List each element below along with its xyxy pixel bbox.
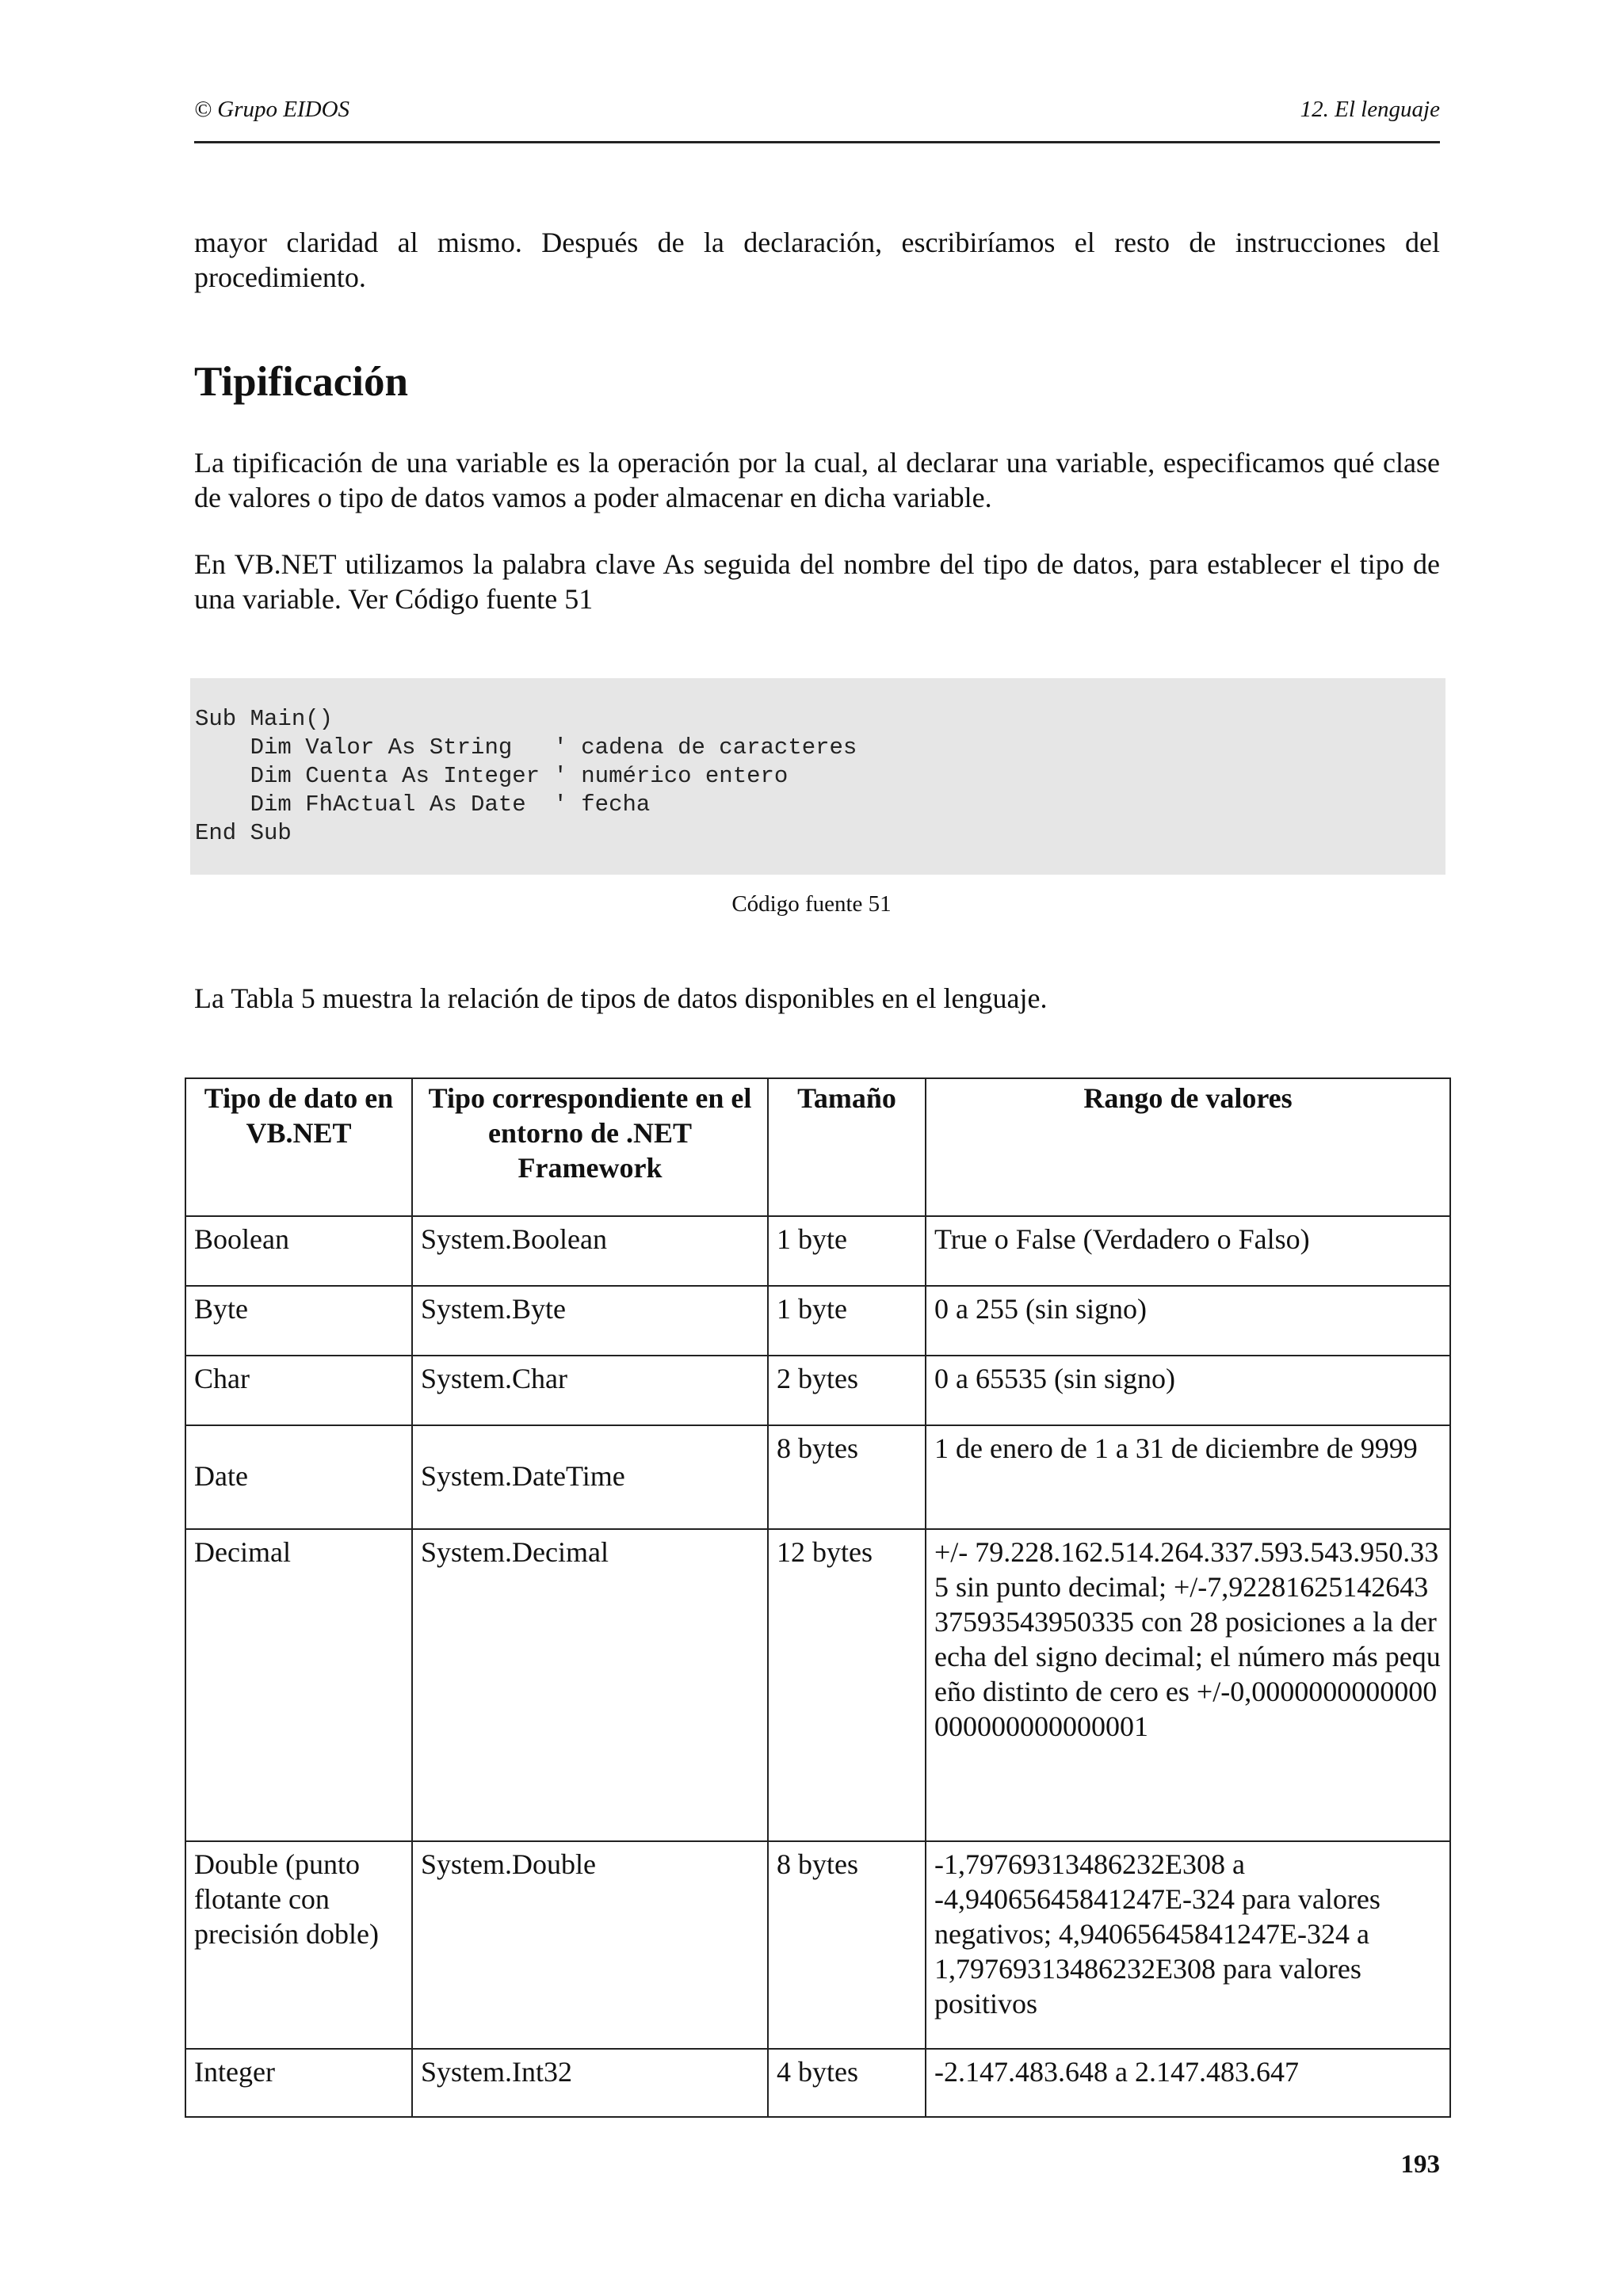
cell-framework-type: System.Char [412, 1356, 768, 1425]
column-header-framework-type: Tipo correspondiente en el entorno de .NET Framework [412, 1078, 768, 1216]
cell-size: 1 byte [768, 1286, 926, 1356]
table-row [185, 2049, 1450, 2117]
code-caption: Código fuente 51 [731, 891, 892, 917]
cell-range: 0 a 65535 (sin signo) [926, 1356, 1450, 1425]
table-row [185, 1356, 1450, 1425]
table-row [185, 1425, 1450, 1529]
cell-range: -1,79769313486232E308 a -4,94065645841247E-324 para valores negativos; 4,94065645841247E-324 a 1,79769313486232E308 para valores positivos [926, 1841, 1450, 2049]
cell-range: 1 de enero de 1 a 31 de diciembre de 9999 [926, 1425, 1450, 1529]
cell-framework-type: System.Byte [412, 1286, 768, 1356]
header-chapter: 12. El lenguaje [1300, 97, 1440, 122]
cell-framework-type: System.Int32 [412, 2049, 768, 2117]
running-header [194, 93, 1440, 143]
cell-framework-type: System.Decimal [412, 1529, 768, 1841]
cell-size: 12 bytes [768, 1529, 926, 1841]
cell-vbnet-type: Byte [185, 1286, 412, 1356]
table-row [185, 1529, 1450, 1841]
cell-vbnet-type: Double (punto flotante con precisión doble) [185, 1841, 412, 2049]
cell-vbnet-type: Char [185, 1356, 412, 1425]
column-header-size: Tamaño [768, 1078, 926, 1216]
paragraph-typing-definition: La tipificación de una variable es la operación por la cual, al declarar una variable, especificamos qué clase de valores o tipo de datos vamos a poder almacenar en dicha variable. [194, 447, 1440, 513]
cell-range: 0 a 255 (sin signo) [926, 1286, 1450, 1356]
page-number: 193 [1400, 2150, 1440, 2179]
cell-vbnet-type: Date [185, 1425, 412, 1529]
paragraph-table-intro: La Tabla 5 muestra la relación de tipos de datos disponibles en el lenguaje. [194, 982, 1048, 1014]
cell-range: +/- 79.228.162.514.264.337.593.543.950.335 sin punto decimal; +/-7,9228162514264337593543950335 con 28 posiciones a la derecha del signo decimal; el número más pequeño distinto de cero es +/-0,0000000000000000000000000001 [926, 1529, 1450, 1841]
paragraph-vbnet-as: En VB.NET utilizamos la palabra clave As seguida del nombre del tipo de datos, para establecer el tipo de una variable. Ver Código fuente 51 [194, 548, 1440, 615]
cell-framework-type: System.Boolean [412, 1216, 768, 1286]
table-row [185, 1841, 1450, 2049]
cell-framework-type: System.Double [412, 1841, 768, 2049]
paragraph-intro-continuation: mayor claridad al mismo. Después de la declaración, escribiríamos el resto de instrucciones del procedimiento. [194, 227, 1440, 293]
cell-size: 8 bytes [768, 1425, 926, 1529]
column-header-vbnet-type: Tipo de dato en VB.NET [185, 1078, 412, 1216]
cell-framework-type: System.DateTime [412, 1425, 768, 1529]
code-listing [190, 678, 1445, 875]
table-row [185, 1216, 1450, 1286]
cell-size: 4 bytes [768, 2049, 926, 2117]
cell-vbnet-type: Integer [185, 2049, 412, 2117]
table-row [185, 1286, 1450, 1356]
cell-size: 8 bytes [768, 1841, 926, 2049]
data-types-table [185, 1077, 1451, 2118]
header-publisher: © Grupo EIDOS [194, 97, 350, 122]
cell-size: 2 bytes [768, 1356, 926, 1425]
cell-vbnet-type: Boolean [185, 1216, 412, 1286]
cell-size: 1 byte [768, 1216, 926, 1286]
cell-range: -2.147.483.648 a 2.147.483.647 [926, 2049, 1450, 2117]
section-heading: Tipificación [194, 359, 408, 405]
code-text: Sub Main() Dim Valor As String ' cadena de caracteres Dim Cuenta As Integer ' numérico entero Dim FhActual As Date ' fecha End Sub [195, 706, 857, 846]
cell-range: True o False (Verdadero o Falso) [926, 1216, 1450, 1286]
cell-vbnet-type: Decimal [185, 1529, 412, 1841]
table-header-row [185, 1078, 1450, 1216]
column-header-range: Rango de valores [926, 1078, 1450, 1216]
